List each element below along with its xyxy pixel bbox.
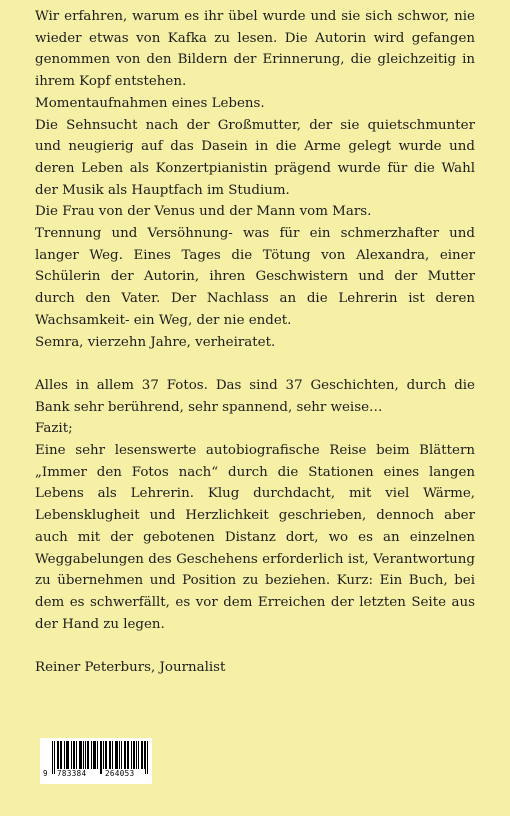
barcode-bar bbox=[80, 741, 81, 769]
barcode-bar bbox=[81, 741, 82, 769]
barcode-bar bbox=[61, 741, 62, 769]
barcode-bar bbox=[52, 741, 53, 774]
barcode-bar bbox=[76, 741, 77, 769]
barcode-bar bbox=[142, 741, 143, 769]
paragraph-kafka: Wir erfahren, warum es ihr übel wurde und sie sich schwor, nie wieder etwas von Kafka zu lesen. Die Autorin wird gefangen genommen von den Bildern der Erinnerung, die gleichzeitig in ihrem Kopf entstehen. bbox=[35, 9, 475, 90]
barcode-bar bbox=[85, 741, 86, 769]
paragraph-venus-mars: Die Frau von der Venus und der Mann vom Mars. bbox=[35, 204, 372, 220]
barcode-bar bbox=[71, 741, 72, 769]
barcode-bar bbox=[124, 741, 125, 769]
barcode-bar bbox=[91, 741, 92, 769]
barcode-bar bbox=[147, 741, 148, 774]
barcode-bar bbox=[138, 741, 139, 769]
barcode-bar bbox=[134, 741, 135, 769]
barcode-bar bbox=[103, 741, 104, 769]
barcode-bar bbox=[116, 741, 117, 769]
barcode-bar bbox=[131, 741, 132, 769]
barcode-bar bbox=[115, 741, 116, 769]
paragraph-fazit: Eine sehr lesenswerte autobiografische Reise beim Blättern „Immer den Fotos nach“ durch die Stationen eines langen Lebens als Lehrerin. Klug durchdacht, mit viel Wärme, Lebensklugheit und Herzlichkeit geschrieben, dennoch aber auch mit der gebotenen Distanz dort, wo es an einzelnen Weggabelungen des Geschehens erforderlich ist, Verantwortung zu übernehmen und Position zu beziehen. Kurz: Ein Buch, bei dem es schwerfällt, es vor dem Erreichen der letzten Seite aus der Hand zu legen. bbox=[35, 443, 475, 632]
paragraph-gap bbox=[35, 635, 475, 657]
barcode-group-right: 264053 bbox=[105, 769, 135, 778]
barcode-bar bbox=[127, 741, 128, 769]
isbn-barcode bbox=[40, 738, 152, 784]
barcode-bar bbox=[68, 741, 69, 769]
barcode-bar bbox=[60, 741, 61, 769]
barcode-bar bbox=[97, 741, 98, 769]
barcode-bar bbox=[145, 741, 146, 774]
barcode-digit-first: 9 bbox=[43, 769, 48, 778]
barcode-bar bbox=[79, 741, 80, 769]
paragraph-fotos: Alles in allem 37 Fotos. Das sind 37 Geschichten, durch die Bank sehr berührend, sehr spannend, sehr weise… bbox=[35, 377, 475, 415]
paragraph-grossmutter: Die Sehnsucht nach der Großmutter, der sie quietschmunter und neugierig auf das Dasein in die Arme gelegt wurde und deren Leben als Konzertpianistin prägend wurde für die Wahl der Musik als Hauptfach im Studium. bbox=[35, 117, 475, 198]
barcode-bar bbox=[88, 741, 89, 769]
reviewer-signature: Reiner Peterburs, Journalist bbox=[35, 660, 226, 676]
paragraph-fazit-heading: Fazit; bbox=[35, 421, 73, 437]
barcode-bar bbox=[66, 741, 67, 769]
paragraph-momentaufnahmen: Momentaufnahmen eines Lebens. bbox=[35, 95, 265, 111]
barcode-bar bbox=[54, 741, 55, 774]
paragraph-semra: Semra, vierzehn Jahre, verheiratet. bbox=[35, 334, 276, 350]
barcode-bar bbox=[93, 741, 94, 769]
barcode-group-left: 783384 bbox=[57, 769, 87, 778]
barcode-bar bbox=[95, 741, 96, 769]
back-cover-text bbox=[35, 6, 475, 679]
paragraph-trennung: Trennung und Versöhnung- was für ein schmerzhafter und langer Weg. Eines Tages die Tötung von Alexandra, einer Schülerin der Autorin, ihren Geschwistern und der Mutter durch den Vater. Der Nachlass an die Lehrerin ist deren Wachsamkeit- ein Weg, der nie endet. bbox=[35, 226, 475, 328]
barcode-bar bbox=[67, 741, 68, 769]
barcode-bar bbox=[119, 741, 120, 769]
barcode-bar bbox=[125, 741, 126, 769]
barcode-bar bbox=[105, 741, 106, 769]
paragraph-gap bbox=[35, 353, 475, 375]
barcode-bar bbox=[64, 741, 65, 769]
barcode-bar bbox=[57, 741, 58, 769]
barcode-bar bbox=[112, 741, 113, 769]
barcode-bar bbox=[136, 741, 137, 769]
barcode-bar bbox=[141, 741, 142, 769]
barcode-bar bbox=[110, 741, 111, 769]
barcode-bar bbox=[144, 741, 145, 769]
barcode-bar bbox=[101, 741, 102, 774]
barcode-bar bbox=[74, 741, 75, 769]
barcode-bar bbox=[58, 741, 59, 769]
barcode-bar bbox=[94, 741, 95, 769]
barcode-bar bbox=[83, 741, 84, 769]
barcode-bar bbox=[106, 741, 107, 769]
barcode-bar bbox=[73, 741, 74, 769]
barcode-bar bbox=[121, 741, 122, 769]
barcode-bar bbox=[128, 741, 129, 769]
barcode-bar bbox=[117, 741, 118, 769]
barcode-bar bbox=[87, 741, 88, 769]
barcode-bar bbox=[100, 741, 101, 774]
barcode-bar bbox=[109, 741, 110, 769]
barcode-bar bbox=[133, 741, 134, 769]
